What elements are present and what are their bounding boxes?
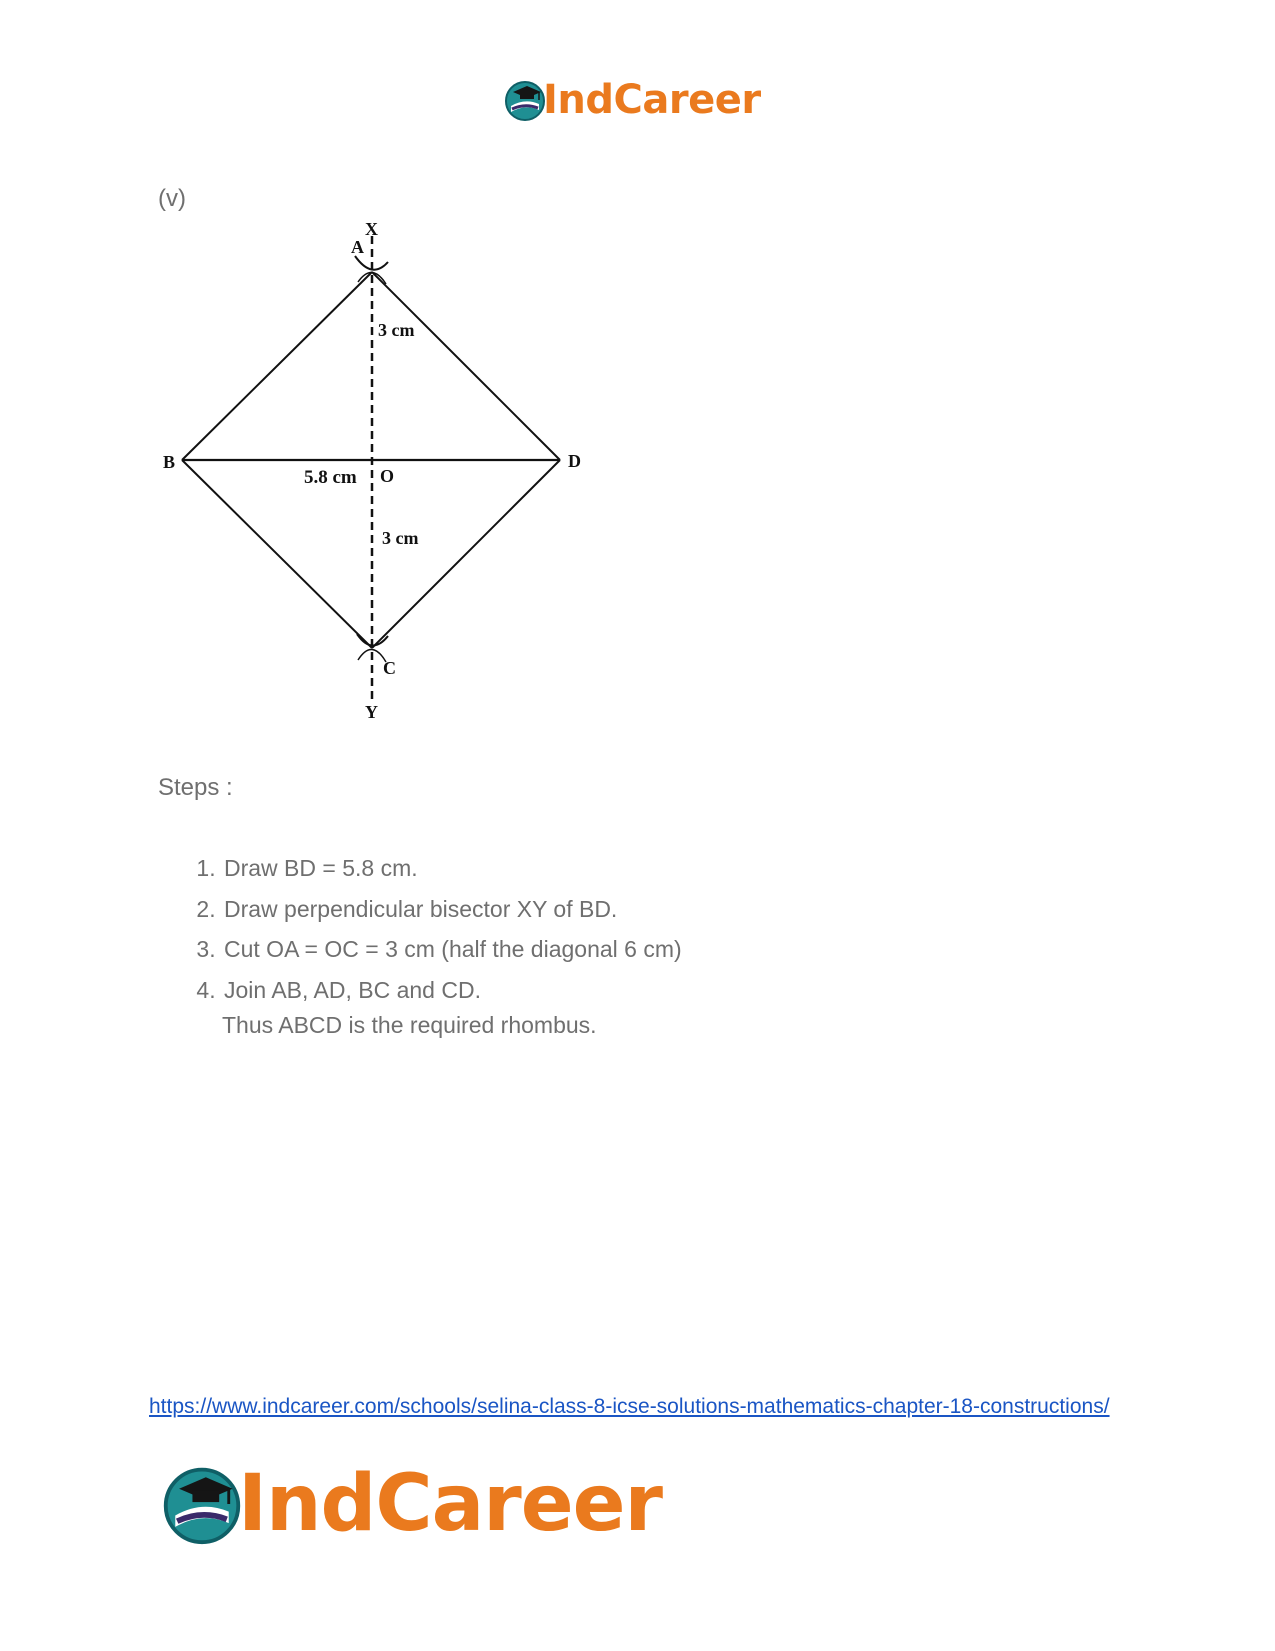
side-ad — [372, 272, 560, 460]
graduation-book-globe-icon — [503, 78, 547, 122]
header-logo — [503, 78, 761, 122]
steps-list — [190, 848, 682, 1010]
footer-logo — [160, 1459, 662, 1549]
label-c: C — [383, 658, 396, 678]
step-item: 3. Cut OA = OC = 3 cm (half the diagonal 6 cm) — [222, 929, 682, 970]
rhombus-construction-diagram — [150, 222, 610, 742]
step-item: 2. Draw perpendicular bisector XY of BD. — [222, 889, 682, 930]
logo-wordmark: IndCareer — [238, 1459, 662, 1549]
measure-bd: 5.8 cm — [304, 467, 357, 488]
conclusion-text: Thus ABCD is the required rhombus. — [222, 1012, 597, 1038]
label-b: B — [163, 452, 176, 472]
label-o: O — [380, 466, 395, 486]
part-label: (v) — [158, 185, 186, 212]
steps-heading: Steps : — [158, 774, 233, 801]
label-a: A — [351, 237, 364, 257]
label-d: D — [568, 451, 581, 471]
step-item: 4. Join AB, AD, BC and CD. — [222, 970, 682, 1011]
side-cd — [372, 460, 560, 648]
measure-oc: 3 cm — [382, 528, 419, 548]
side-ab — [182, 272, 372, 460]
side-bc — [182, 460, 372, 648]
step-item: 1. Draw BD = 5.8 cm. — [222, 848, 682, 889]
label-y: Y — [365, 702, 378, 722]
logo-wordmark: IndCareer — [543, 77, 761, 123]
measure-oa: 3 cm — [378, 320, 415, 340]
label-x: X — [365, 222, 378, 239]
source-link[interactable]: https://www.indcareer.com/schools/selina-class-8-icse-solutions-mathematics-chapter-18-constructions/ — [149, 1395, 1110, 1418]
graduation-book-globe-icon — [160, 1462, 244, 1546]
